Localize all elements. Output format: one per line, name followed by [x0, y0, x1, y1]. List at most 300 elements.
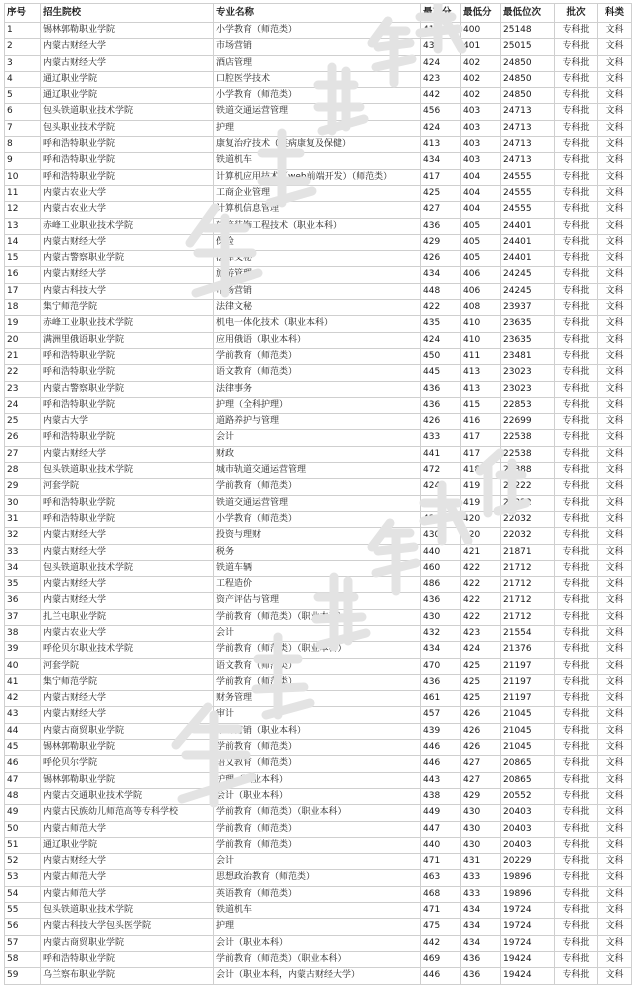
- cell-major: 铁道车辆: [214, 560, 421, 576]
- cell-min-rank: 19724: [501, 919, 555, 935]
- cell-min-score: 402: [461, 71, 501, 87]
- cell-min-rank: 21712: [501, 593, 555, 609]
- cell-index: 59: [5, 968, 41, 984]
- table-row: [5, 185, 632, 201]
- cell-major: 铁道交通运营管理: [214, 495, 421, 511]
- table-row: [5, 39, 632, 55]
- cell-category: 文科: [598, 153, 632, 169]
- cell-batch: 专科批: [555, 88, 598, 104]
- table-row: [5, 300, 632, 316]
- cell-school: 锡林郭勒职业学院: [41, 740, 214, 756]
- cell-max-score: 426: [421, 251, 461, 267]
- cell-min-rank: 21045: [501, 723, 555, 739]
- cell-min-rank: 23937: [501, 300, 555, 316]
- cell-batch: 专科批: [555, 707, 598, 723]
- cell-category: 文科: [598, 919, 632, 935]
- table-row: [5, 495, 632, 511]
- table-row: [5, 463, 632, 479]
- cell-category: 文科: [598, 723, 632, 739]
- cell-category: 文科: [598, 756, 632, 772]
- table-row: [5, 104, 632, 120]
- cell-min-score: 429: [461, 788, 501, 804]
- cell-max-score: 411: [421, 23, 461, 39]
- cell-batch: 专科批: [555, 658, 598, 674]
- table-row: [5, 658, 632, 674]
- cell-school: 内蒙古民族幼儿师范高等专科学校: [41, 805, 214, 821]
- cell-min-rank: 24713: [501, 120, 555, 136]
- cell-major: 学前教育（师范类）: [214, 740, 421, 756]
- cell-index: 11: [5, 185, 41, 201]
- cell-min-rank: 21376: [501, 642, 555, 658]
- cell-max-score: 446: [421, 968, 461, 984]
- cell-category: 文科: [598, 332, 632, 348]
- cell-school: 锡林郭勒职业学院: [41, 772, 214, 788]
- cell-category: 文科: [598, 365, 632, 381]
- cell-school: 呼和浩特职业学院: [41, 365, 214, 381]
- cell-max-score: 432: [421, 625, 461, 641]
- cell-min-rank: 21871: [501, 544, 555, 560]
- cell-batch: 专科批: [555, 886, 598, 902]
- cell-index: 10: [5, 169, 41, 185]
- cell-min-score: 433: [461, 886, 501, 902]
- cell-batch: 专科批: [555, 788, 598, 804]
- cell-school: 包头铁道职业技术学院: [41, 560, 214, 576]
- cell-category: 文科: [598, 854, 632, 870]
- cell-min-score: 404: [461, 169, 501, 185]
- cell-index: 2: [5, 39, 41, 55]
- cell-min-rank: 25015: [501, 39, 555, 55]
- cell-max-score: 460: [421, 495, 461, 511]
- cell-index: 25: [5, 414, 41, 430]
- cell-min-rank: 21045: [501, 707, 555, 723]
- cell-min-rank: 21197: [501, 691, 555, 707]
- cell-min-rank: 24245: [501, 267, 555, 283]
- cell-index: 1: [5, 23, 41, 39]
- cell-min-score: 420: [461, 528, 501, 544]
- cell-batch: 专科批: [555, 251, 598, 267]
- cell-index: 19: [5, 316, 41, 332]
- cell-batch: 专科批: [555, 544, 598, 560]
- cell-school: 河套学院: [41, 658, 214, 674]
- cell-batch: 专科批: [555, 854, 598, 870]
- cell-max-score: 434: [421, 267, 461, 283]
- cell-category: 文科: [598, 821, 632, 837]
- cell-category: 文科: [598, 202, 632, 218]
- cell-category: 文科: [598, 625, 632, 641]
- cell-min-score: 436: [461, 968, 501, 984]
- cell-batch: 专科批: [555, 218, 598, 234]
- cell-max-score: 439: [421, 723, 461, 739]
- cell-max-score: 440: [421, 544, 461, 560]
- cell-min-rank: 24401: [501, 234, 555, 250]
- cell-max-score: 463: [421, 870, 461, 886]
- cell-index: 50: [5, 821, 41, 837]
- cell-school: 包头铁道职业技术学院: [41, 903, 214, 919]
- cell-min-rank: 22222: [501, 479, 555, 495]
- table-row: [5, 88, 632, 104]
- header-min-rank: 最低位次: [501, 4, 555, 23]
- cell-major: 市场营销: [214, 39, 421, 55]
- cell-school: 集宁师范学院: [41, 300, 214, 316]
- cell-major: 铁道交通运营管理: [214, 104, 421, 120]
- cell-max-score: 443: [421, 772, 461, 788]
- cell-index: 14: [5, 234, 41, 250]
- table-row: [5, 414, 632, 430]
- cell-index: 4: [5, 71, 41, 87]
- table-row: [5, 397, 632, 413]
- table-row: [5, 707, 632, 723]
- cell-index: 44: [5, 723, 41, 739]
- cell-index: 28: [5, 463, 41, 479]
- cell-major: 小学教育（师范类）: [214, 88, 421, 104]
- cell-major: 建筑装饰工程技术（职业本科）: [214, 218, 421, 234]
- cell-min-score: 422: [461, 609, 501, 625]
- cell-min-score: 434: [461, 919, 501, 935]
- cell-max-score: 461: [421, 691, 461, 707]
- cell-school: 包头铁道职业技术学院: [41, 104, 214, 120]
- cell-major: 资产评估与管理: [214, 593, 421, 609]
- cell-min-rank: 24401: [501, 218, 555, 234]
- cell-school: 内蒙古师范大学: [41, 821, 214, 837]
- cell-min-rank: 19424: [501, 968, 555, 984]
- cell-min-rank: 20403: [501, 837, 555, 853]
- cell-major: 工程造价: [214, 577, 421, 593]
- cell-min-rank: 20865: [501, 772, 555, 788]
- cell-major: 会计（职业本科）: [214, 788, 421, 804]
- cell-category: 文科: [598, 935, 632, 951]
- cell-max-score: 471: [421, 854, 461, 870]
- cell-school: 内蒙古财经大学: [41, 544, 214, 560]
- cell-major: 语文教育（师范类）: [214, 756, 421, 772]
- cell-max-score: 457: [421, 707, 461, 723]
- cell-major: 会计: [214, 625, 421, 641]
- table-row: [5, 202, 632, 218]
- cell-school: 内蒙古农业大学: [41, 625, 214, 641]
- cell-major: 康复治疗技术（疾病康复及保健）: [214, 137, 421, 153]
- cell-min-score: 422: [461, 577, 501, 593]
- cell-max-score: 425: [421, 185, 461, 201]
- cell-min-rank: 19896: [501, 870, 555, 886]
- cell-min-score: 436: [461, 951, 501, 967]
- cell-index: 37: [5, 609, 41, 625]
- table-row: [5, 528, 632, 544]
- table-row: [5, 625, 632, 641]
- cell-school: 内蒙古科技大学包头医学院: [41, 919, 214, 935]
- cell-index: 22: [5, 365, 41, 381]
- cell-min-score: 434: [461, 903, 501, 919]
- cell-batch: 专科批: [555, 316, 598, 332]
- cell-batch: 专科批: [555, 723, 598, 739]
- cell-batch: 专科批: [555, 446, 598, 462]
- cell-category: 文科: [598, 495, 632, 511]
- cell-index: 39: [5, 642, 41, 658]
- cell-min-score: 402: [461, 88, 501, 104]
- header-min-score: 最低分: [461, 4, 501, 23]
- cell-max-score: 433: [421, 430, 461, 446]
- cell-min-score: 400: [461, 23, 501, 39]
- cell-max-score: 441: [421, 446, 461, 462]
- cell-major: 市场营销: [214, 283, 421, 299]
- cell-min-rank: 22222: [501, 495, 555, 511]
- cell-max-score: 413: [421, 137, 461, 153]
- cell-school: 集宁师范学院: [41, 674, 214, 690]
- table-row: [5, 283, 632, 299]
- cell-batch: 专科批: [555, 805, 598, 821]
- cell-min-score: 431: [461, 854, 501, 870]
- cell-index: 42: [5, 691, 41, 707]
- cell-school: 内蒙古商贸职业学院: [41, 723, 214, 739]
- cell-batch: 专科批: [555, 55, 598, 71]
- cell-category: 文科: [598, 968, 632, 984]
- cell-min-score: 403: [461, 137, 501, 153]
- cell-major: 机电一体化技术（职业本科）: [214, 316, 421, 332]
- cell-category: 文科: [598, 609, 632, 625]
- cell-category: 文科: [598, 23, 632, 39]
- cell-min-rank: 21712: [501, 560, 555, 576]
- cell-batch: 专科批: [555, 185, 598, 201]
- cell-min-score: 422: [461, 560, 501, 576]
- table-row: [5, 251, 632, 267]
- cell-max-score: 423: [421, 71, 461, 87]
- cell-batch: 专科批: [555, 153, 598, 169]
- table-row: [5, 71, 632, 87]
- cell-index: 16: [5, 267, 41, 283]
- cell-category: 文科: [598, 788, 632, 804]
- cell-min-score: 405: [461, 234, 501, 250]
- table-row: [5, 903, 632, 919]
- cell-category: 文科: [598, 414, 632, 430]
- cell-min-rank: 23635: [501, 332, 555, 348]
- cell-major: 铁道机车: [214, 153, 421, 169]
- cell-max-score: 460: [421, 560, 461, 576]
- cell-category: 文科: [598, 870, 632, 886]
- cell-min-rank: 25148: [501, 23, 555, 39]
- cell-min-score: 419: [461, 479, 501, 495]
- cell-category: 文科: [598, 169, 632, 185]
- cell-batch: 专科批: [555, 577, 598, 593]
- table-row: [5, 55, 632, 71]
- table-row: [5, 560, 632, 576]
- cell-max-score: 440: [421, 837, 461, 853]
- cell-min-score: 411: [461, 348, 501, 364]
- cell-max-score: 426: [421, 414, 461, 430]
- cell-batch: 专科批: [555, 430, 598, 446]
- cell-index: 48: [5, 788, 41, 804]
- cell-school: 河套学院: [41, 479, 214, 495]
- cell-min-score: 404: [461, 185, 501, 201]
- cell-batch: 专科批: [555, 919, 598, 935]
- cell-max-score: 430: [421, 528, 461, 544]
- table-row: [5, 120, 632, 136]
- cell-index: 46: [5, 756, 41, 772]
- cell-max-score: 449: [421, 805, 461, 821]
- cell-major: 保险: [214, 234, 421, 250]
- cell-index: 54: [5, 886, 41, 902]
- cell-category: 文科: [598, 951, 632, 967]
- cell-min-rank: 22388: [501, 463, 555, 479]
- table-row: [5, 218, 632, 234]
- cell-index: 41: [5, 674, 41, 690]
- cell-school: 包头职业技术学院: [41, 120, 214, 136]
- cell-school: 内蒙古财经大学: [41, 55, 214, 71]
- cell-max-score: 434: [421, 642, 461, 658]
- cell-min-rank: 24713: [501, 137, 555, 153]
- cell-min-rank: 24555: [501, 169, 555, 185]
- cell-min-rank: 21554: [501, 625, 555, 641]
- cell-index: 31: [5, 511, 41, 527]
- cell-major: 市场营销（职业本科）: [214, 723, 421, 739]
- cell-min-score: 416: [461, 414, 501, 430]
- cell-index: 55: [5, 903, 41, 919]
- cell-min-score: 430: [461, 821, 501, 837]
- cell-index: 33: [5, 544, 41, 560]
- cell-major: 学前教育（师范类）: [214, 479, 421, 495]
- table-row: [5, 511, 632, 527]
- cell-major: 学前教育（师范类）: [214, 674, 421, 690]
- cell-category: 文科: [598, 642, 632, 658]
- cell-max-score: 486: [421, 577, 461, 593]
- cell-min-score: 403: [461, 104, 501, 120]
- cell-major: 思想政治教育（师范类）: [214, 870, 421, 886]
- cell-min-rank: 20403: [501, 821, 555, 837]
- cell-batch: 专科批: [555, 234, 598, 250]
- cell-min-rank: 19724: [501, 903, 555, 919]
- cell-min-rank: 21197: [501, 674, 555, 690]
- cell-min-rank: 21712: [501, 577, 555, 593]
- cell-min-score: 434: [461, 935, 501, 951]
- cell-index: 45: [5, 740, 41, 756]
- cell-min-score: 424: [461, 642, 501, 658]
- cell-batch: 专科批: [555, 381, 598, 397]
- header-max-score: 最高分: [421, 4, 461, 23]
- cell-batch: 专科批: [555, 740, 598, 756]
- cell-category: 文科: [598, 283, 632, 299]
- cell-min-score: 421: [461, 544, 501, 560]
- cell-category: 文科: [598, 104, 632, 120]
- cell-min-score: 401: [461, 39, 501, 55]
- cell-major: 道路养护与管理: [214, 414, 421, 430]
- table-row: [5, 316, 632, 332]
- cell-school: 乌兰察布职业学院: [41, 968, 214, 984]
- cell-min-rank: 24850: [501, 55, 555, 71]
- cell-batch: 专科批: [555, 821, 598, 837]
- cell-category: 文科: [598, 544, 632, 560]
- table-row: [5, 740, 632, 756]
- cell-max-score: 424: [421, 55, 461, 71]
- cell-min-rank: 19724: [501, 935, 555, 951]
- cell-max-score: 436: [421, 218, 461, 234]
- cell-major: 会计: [214, 854, 421, 870]
- table-row: [5, 772, 632, 788]
- table-row: [5, 381, 632, 397]
- cell-batch: 专科批: [555, 642, 598, 658]
- cell-index: 53: [5, 870, 41, 886]
- cell-school: 内蒙古财经大学: [41, 446, 214, 462]
- cell-min-score: 404: [461, 202, 501, 218]
- cell-min-score: 426: [461, 740, 501, 756]
- cell-min-score: 408: [461, 300, 501, 316]
- cell-batch: 专科批: [555, 560, 598, 576]
- table-row: [5, 365, 632, 381]
- cell-category: 文科: [598, 528, 632, 544]
- cell-category: 文科: [598, 120, 632, 136]
- cell-min-score: 410: [461, 332, 501, 348]
- cell-batch: 专科批: [555, 332, 598, 348]
- cell-major: 会计（职业本科，内蒙古财经大学）: [214, 968, 421, 984]
- cell-major: 计算机信息管理: [214, 202, 421, 218]
- cell-batch: 专科批: [555, 120, 598, 136]
- cell-max-score: 446: [421, 740, 461, 756]
- table-row: [5, 756, 632, 772]
- cell-school: 内蒙古财经大学: [41, 707, 214, 723]
- cell-min-rank: 24401: [501, 251, 555, 267]
- cell-index: 34: [5, 560, 41, 576]
- cell-min-score: 430: [461, 837, 501, 853]
- cell-batch: 专科批: [555, 169, 598, 185]
- cell-max-score: 437: [421, 39, 461, 55]
- cell-school: 内蒙古财经大学: [41, 593, 214, 609]
- cell-batch: 专科批: [555, 39, 598, 55]
- cell-max-score: 422: [421, 300, 461, 316]
- cell-index: 29: [5, 479, 41, 495]
- cell-batch: 专科批: [555, 870, 598, 886]
- cell-min-rank: 22032: [501, 511, 555, 527]
- cell-min-score: 426: [461, 707, 501, 723]
- cell-major: 学前教育（师范类）（职业本科）: [214, 609, 421, 625]
- cell-major: 法律文秘: [214, 300, 421, 316]
- cell-batch: 专科批: [555, 609, 598, 625]
- cell-category: 文科: [598, 446, 632, 462]
- cell-max-score: 424: [421, 479, 461, 495]
- cell-category: 文科: [598, 740, 632, 756]
- table-row: [5, 137, 632, 153]
- table-row: [5, 919, 632, 935]
- cell-max-score: 435: [421, 316, 461, 332]
- table-row: [5, 968, 632, 984]
- cell-min-rank: 22538: [501, 446, 555, 462]
- cell-batch: 专科批: [555, 479, 598, 495]
- cell-min-score: 413: [461, 381, 501, 397]
- cell-batch: 专科批: [555, 71, 598, 87]
- cell-min-rank: 21712: [501, 609, 555, 625]
- cell-batch: 专科批: [555, 772, 598, 788]
- cell-category: 文科: [598, 463, 632, 479]
- cell-category: 文科: [598, 300, 632, 316]
- cell-school: 包头铁道职业技术学院: [41, 463, 214, 479]
- cell-school: 通辽职业学院: [41, 837, 214, 853]
- cell-major: 口腔医学技术: [214, 71, 421, 87]
- cell-major: 计算机应用技术（web前端开发）（师范类）: [214, 169, 421, 185]
- cell-batch: 专科批: [555, 837, 598, 853]
- cell-school: 呼和浩特职业学院: [41, 511, 214, 527]
- cell-major: 小学教育（师范类）: [214, 511, 421, 527]
- table-row: [5, 691, 632, 707]
- cell-category: 文科: [598, 479, 632, 495]
- cell-batch: 专科批: [555, 137, 598, 153]
- cell-max-score: 438: [421, 788, 461, 804]
- cell-max-score: 436: [421, 674, 461, 690]
- cell-school: 内蒙古财经大学: [41, 577, 214, 593]
- cell-index: 12: [5, 202, 41, 218]
- table-row: [5, 723, 632, 739]
- cell-min-score: 415: [461, 397, 501, 413]
- cell-min-rank: 24713: [501, 104, 555, 120]
- table-row: [5, 642, 632, 658]
- cell-school: 内蒙古警察职业学院: [41, 251, 214, 267]
- table-row: [5, 609, 632, 625]
- cell-min-score: 427: [461, 772, 501, 788]
- cell-major: 护理: [214, 919, 421, 935]
